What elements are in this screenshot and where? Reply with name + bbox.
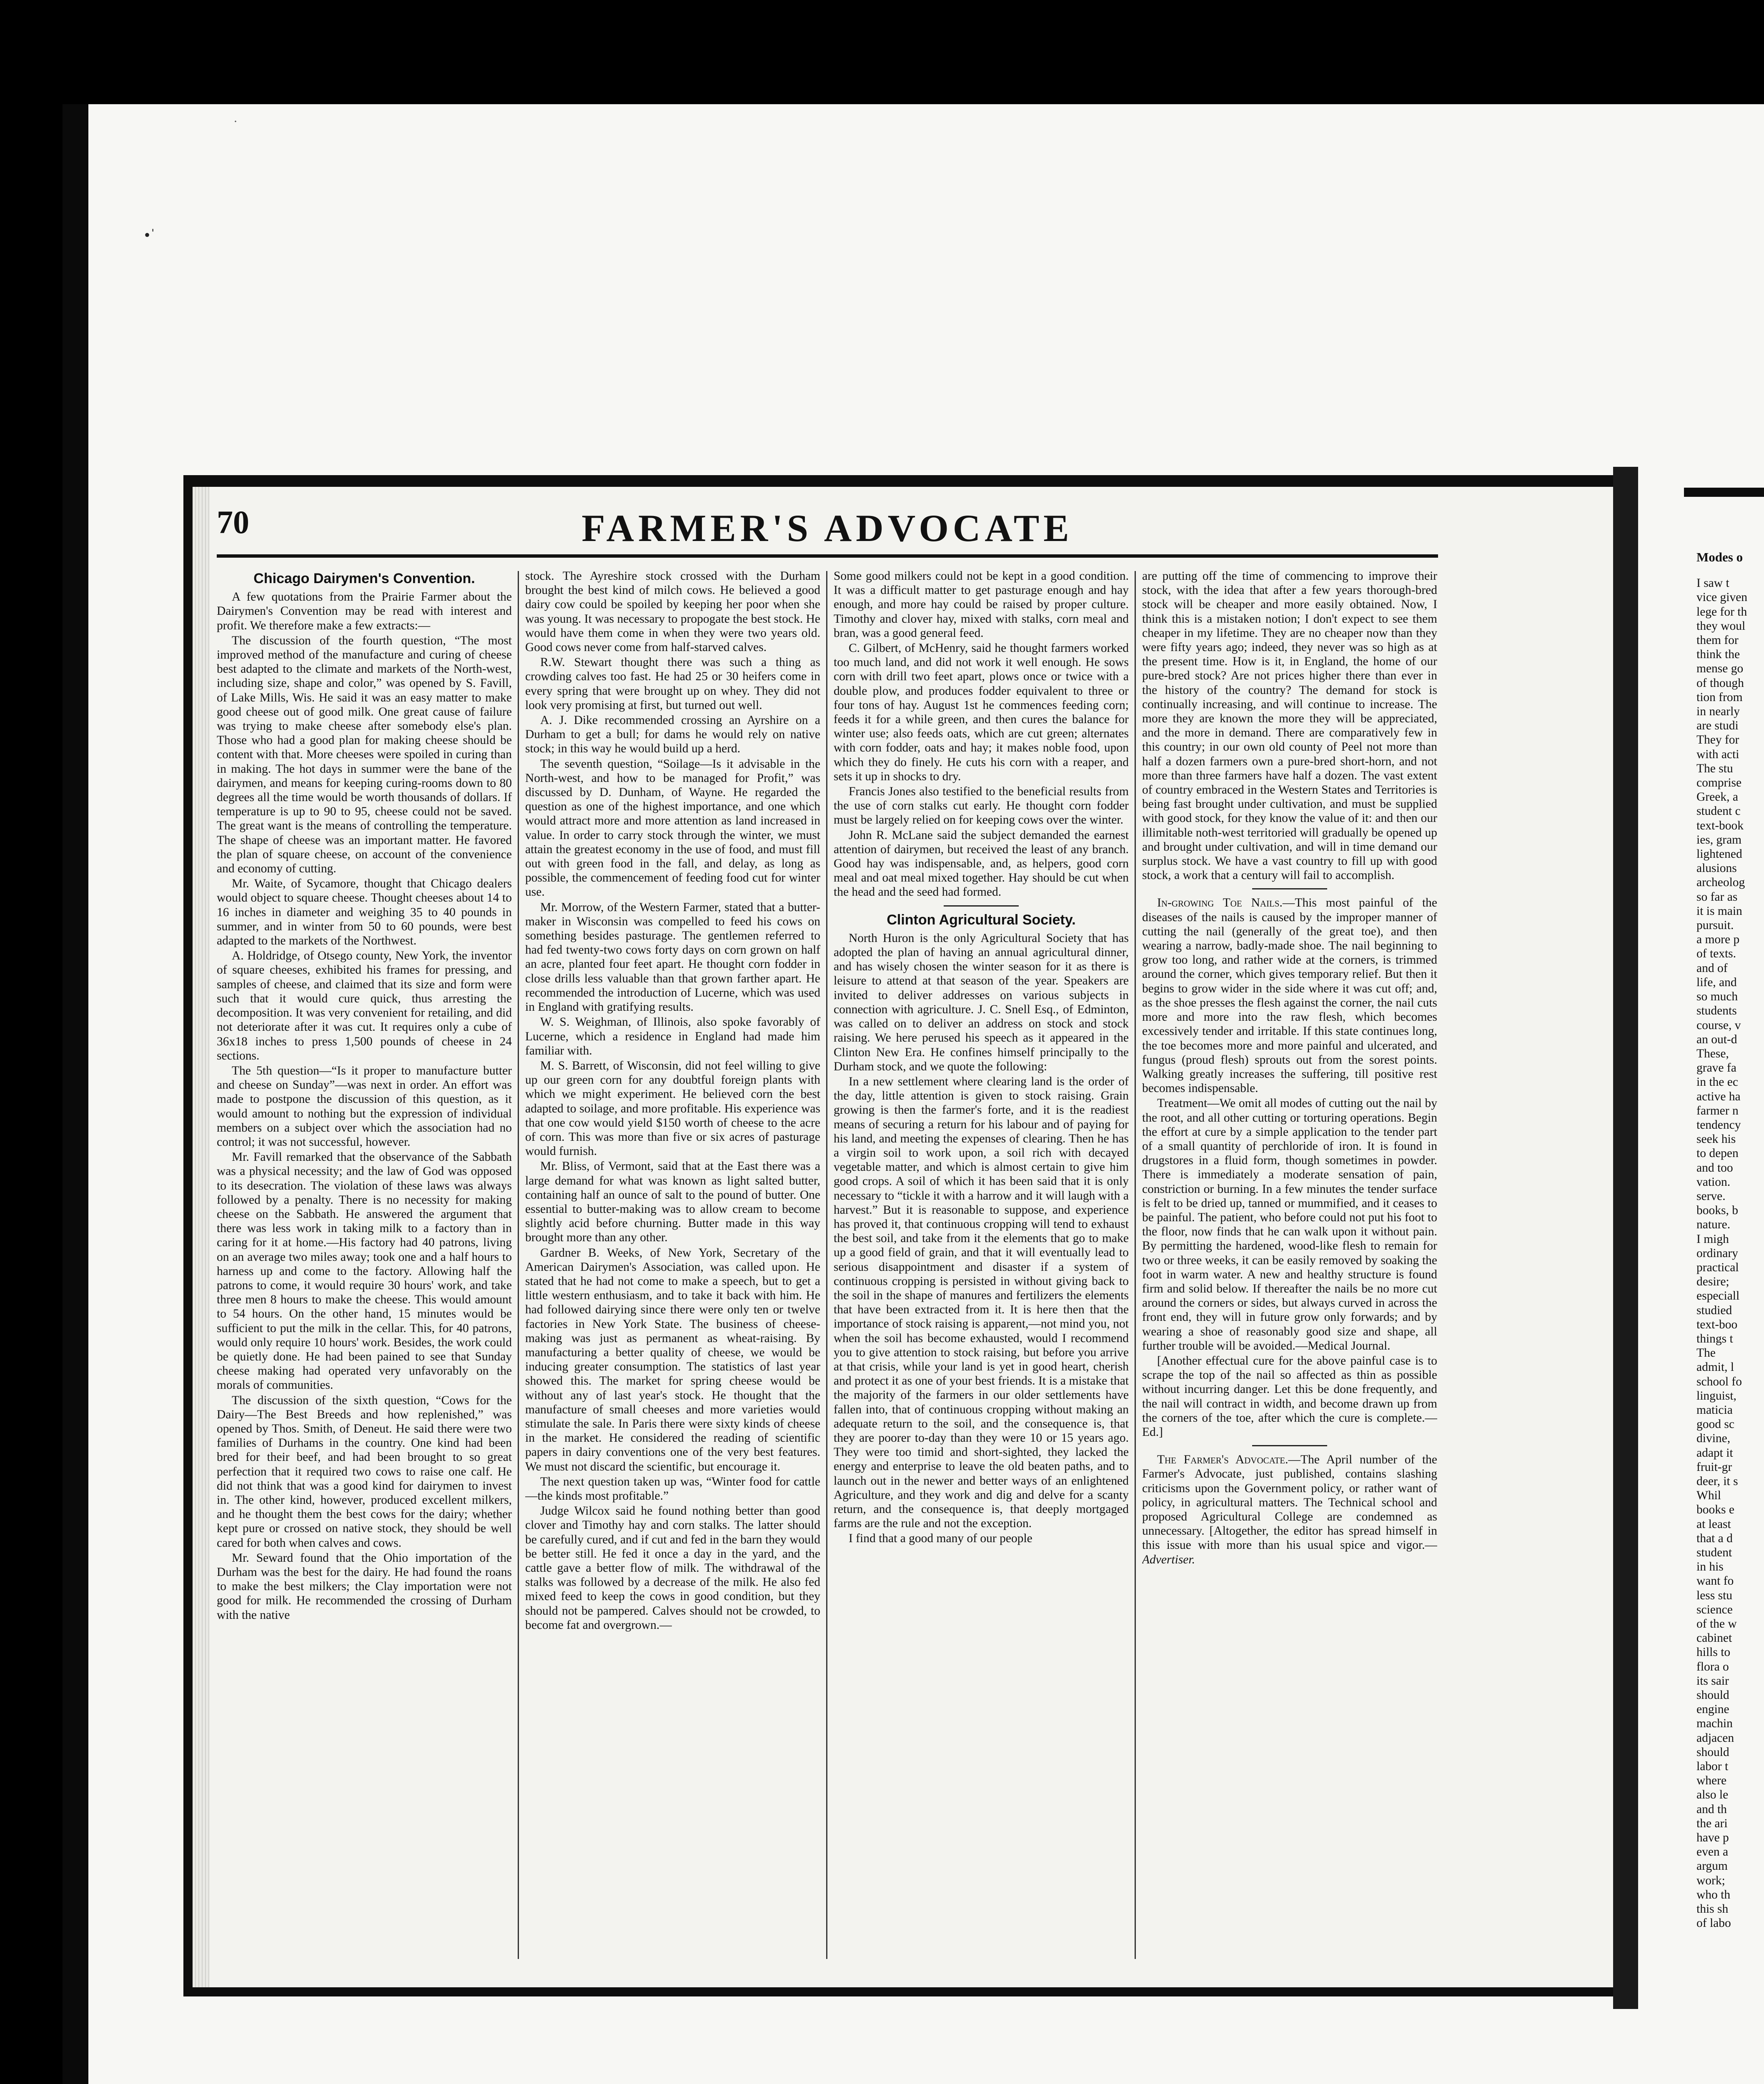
section-divider xyxy=(1252,1445,1327,1447)
column-3 xyxy=(834,569,1129,1974)
adjoining-page-line: that a d xyxy=(1696,1531,1733,1545)
adjoining-page-line: vation. xyxy=(1696,1175,1731,1189)
item-text: —The April number of the Farmer's Advocate, just published, contains slashing criticisms upon the Government policy, or rather want of policy, in agricultural matters. The Technical school and proposed Agricultural College are condemned as unnecessary. [Altogether, the editor has spread himself in this issue with more than his usual spice and vigor.— xyxy=(1142,1453,1437,1552)
paragraph: Mr. Favill remarked that the observance of the Sabbath was a physical necessity; and the law of God was opposed to its desecration. The violation of these laws was always followed by a penalty. There is no necessity for making cheese on the Sabbath. He answered the argument that there was less work in taking milk to a factory than in caring for it at home.—His factory had 40 patrons, living on an average two miles away; took one and a half hours to harness up and come to the factory. Allowing half the patrons to come, it would require 30 hours' work, and take three men 8 hours to make the cheese. This would amount to 54 hours. On the other hand, 15 minutes would be sufficient to put the milk in the cellar. This, for 40 patrons, would only require 10 hours' work. Besides, the work could be quietly done. He had been pained to see that Sunday cheese making had operated very unfavorably on the morals of communities. xyxy=(217,1150,512,1392)
adjoining-page-line: These, xyxy=(1696,1047,1729,1060)
paragraph: A few quotations from the Prairie Farmer about the Dairymen's Convention may be read with interest and profit. We therefore make a few extracts:— xyxy=(217,590,512,632)
adjoining-page-line: Whil xyxy=(1696,1489,1721,1503)
adjoining-page-line: cabinet xyxy=(1696,1631,1732,1645)
film-speck: · xyxy=(233,115,238,128)
adjoining-page-line: even a xyxy=(1696,1845,1729,1859)
adjoining-page-line: an out-d xyxy=(1696,1032,1737,1046)
adjoining-page-line: ies, gram xyxy=(1696,833,1742,847)
adjoining-page-line: and th xyxy=(1696,1802,1727,1816)
paragraph: The next question taken up was, “Winter food for cattle—the kinds most profitable.” xyxy=(525,1475,820,1503)
adjoining-page-line: are studi xyxy=(1696,719,1739,733)
adjoining-page-line: of the w xyxy=(1696,1617,1737,1631)
adjoining-page-line: They for xyxy=(1696,733,1739,747)
adjoining-page-line: this sh xyxy=(1696,1902,1729,1916)
adjoining-page-line: should xyxy=(1696,1745,1729,1759)
adjoining-page-line: mense go xyxy=(1696,662,1744,676)
paragraph: I find that a good many of our people xyxy=(849,1532,1032,1545)
adjoining-page-line: things t xyxy=(1696,1332,1733,1345)
adjoining-page-line: and of xyxy=(1696,961,1728,975)
paragraph: The discussion of the sixth question, “Cows for the Dairy—The Best Breeds and how replenished,” was opened by Thos. Smith, of Deneut. He said there were two families of Durhams in the country. One kind had been bred for their beef, and had been brought to so great perfection that it required two cows to raise one calf. He did not think that was a good kind for dairymen to invest in. The other kind, however, produced excellent milkers, and he thought them the best cows for the dairy; whether kept pure or crossed on native stock, they should be well cared for both when calves and cows. xyxy=(217,1393,512,1550)
column-rule xyxy=(518,571,519,1959)
adjoining-page-line: ordinary xyxy=(1696,1246,1738,1260)
adjoining-page-fragment xyxy=(1696,550,1764,2009)
adjoining-page-line: deer, it s xyxy=(1696,1475,1738,1488)
film-speck: •ˈ xyxy=(144,225,156,244)
adjoining-page-line: think the xyxy=(1696,648,1740,661)
paragraph: Mr. Morrow, of the Western Farmer, stated that a butter-maker in Wisconsin was compelled to feed his cows on something besides pasturage. The gentlemen referred to had fed twenty-two cows forty days on corn grown on half an acre, planted four feet apart. He thought corn fodder in close drills less valuable than that grown farther apart. He recommended the introduction of Lucerne, which was used in England with gratifying results. xyxy=(525,900,820,1014)
masthead-rule xyxy=(217,554,1438,558)
paragraph: Mr. Bliss, of Vermont, said that at the East there was a large demand for what was known as light salted butter, containing half an ounce of salt to the pound of butter. One essential to butter-making was to allow cream to become slightly acid before churning. Butter made in this way brought more than any other. xyxy=(525,1160,820,1245)
adjoining-page-line: lege for th xyxy=(1696,605,1747,619)
adjoining-page-heading: Modes o xyxy=(1696,550,1743,564)
adjoining-page-line: school fo xyxy=(1696,1375,1742,1388)
paragraph: M. S. Barrett, of Wisconsin, did not feel willing to give up our green corn for any doubtful foreign plants with which we might experiment. He believed corn the best adapted to soilage, and more profitable. His experience was that one cow would yield $150 worth of cheese to the acre of corn. This was more than five or six acres of pasturage would furnish. xyxy=(525,1059,820,1158)
paragraph: Mr. Waite, of Sycamore, thought that Chicago dealers would object to square cheese. Thought cheeses about 14 to 16 inches in diameter and weighing 35 to 40 pounds in summer, and in winter from 50 to 60 pounds, were best adapted to the markets of the Northwest. xyxy=(217,877,512,948)
adjoining-page-line: the ari xyxy=(1696,1816,1728,1830)
newspaper-page xyxy=(217,492,1438,1976)
adjoining-page-line: linguist, xyxy=(1696,1389,1736,1403)
adjoining-page-line: admit, l xyxy=(1696,1360,1734,1374)
item-lead: The Farmer's Advocate. xyxy=(1157,1453,1288,1467)
adjoining-page-line: labor t xyxy=(1696,1760,1729,1773)
adjoining-page-line: The stu xyxy=(1696,761,1733,775)
adjoining-page-line: to depen xyxy=(1696,1147,1739,1160)
adjoining-page-line: archeolog xyxy=(1696,876,1745,889)
adjoining-page-line: vice given xyxy=(1696,591,1748,604)
adjoining-page-line: hills to xyxy=(1696,1646,1731,1659)
paragraph: W. S. Weighman, of Illinois, also spoke favorably of Lucerne, which a residence in England had made him familiar with. xyxy=(525,1015,820,1057)
item-lead: In-growing Toe Nails. xyxy=(1157,896,1283,910)
film-edge xyxy=(63,104,88,2084)
masthead xyxy=(217,492,1438,567)
adjoining-page-line: course, v xyxy=(1696,1018,1741,1032)
adjoining-page-line: with acti xyxy=(1696,747,1739,761)
paragraph: [Another effectual cure for the above painful case is to scrape the top of the nail so affected as thin as possible without incurring danger. Let this be done frequently, and the nail will contract in width, and become drawn up from the corners of the toe, after which the cure is complete.—Ed.] xyxy=(1142,1354,1437,1439)
adjoining-page-line: argum xyxy=(1696,1859,1728,1873)
adjoining-page-text xyxy=(1696,576,1764,1930)
paragraph: stock. The Ayreshire stock crossed with the Durham brought the best kind of milch cows. He believed a good dairy cow could be spoiled by keeping her poor when she was young. It was necessary to propogate the best stock. He would have them come in when they were two years old. Good cows never come from half-starved calves. xyxy=(525,569,820,654)
adjoining-page-line: who th xyxy=(1696,1888,1731,1901)
film-border-top xyxy=(0,0,1764,104)
adjoining-page-line: farmer n xyxy=(1696,1104,1739,1117)
adjoining-page-line: nature. xyxy=(1696,1218,1731,1232)
adjoining-page-line: tendency xyxy=(1696,1118,1741,1132)
adjoining-page-line: engine xyxy=(1696,1703,1729,1716)
adjoining-page-line: adjacen xyxy=(1696,1731,1734,1745)
paragraph: Some good milkers could not be kept in a good condition. It was a difficult matter to get pasturage enough and hay enough, and more hay could be raised by proper culture. Timothy and clover hay, mixed with stalks, corn meal and bran, was a good general feed. xyxy=(834,569,1129,640)
adjoining-page-line: a more p xyxy=(1696,933,1740,947)
adjoining-page-line: divine, xyxy=(1696,1432,1731,1445)
adjoining-page-line: less stu xyxy=(1696,1588,1733,1602)
paragraph: C. Gilbert, of McHenry, said he thought farmers worked too much land, and did not work it well enough. He sows corn with drill two feet apart, plows once or twice with a double plow, and produces fodder equivalent to three or four tons of hay. August 1st he commences feeding corn; feeds it for a while green, and then cures the balance for winter use; also feeds oats, which are cut green; alternates with corn fodder, oats and hay; it makes noble food, upon which they do finely. He cuts his corn with a reaper, and sets it up in shocks to dry. xyxy=(834,641,1129,783)
adjoining-page-line: Greek, a xyxy=(1696,790,1738,804)
adjoining-page-line: in his xyxy=(1696,1560,1724,1574)
column-rule xyxy=(1135,571,1136,1959)
adjoining-page-line: pursuit. xyxy=(1696,919,1734,932)
column-4 xyxy=(1142,569,1437,1974)
adjoining-page-line: also le xyxy=(1696,1788,1729,1802)
item-text: —This most painful of the diseases of the nails is caused by the improper manner of cutting the nail (generally of the great toe), and then wearing a narrow, badly-made shoe. The nail beginning to grow too long, and rather wide at the corners, is trimmed around the corner, which gives temporary relief. But then it begins to grow wider in the side where it was cut off; and, as the shoe presses the flesh against the corner, the nail cuts more and more into the raw flesh, which becomes excessively tender and irritable. If this state continues long, the toe becomes more and more painful and ulcerated, and fungus (proud flesh) sprouts out from the sorest points. Walking greatly increases the suffering, till positive rest becomes indispensable. xyxy=(1142,896,1437,1095)
column-rule xyxy=(826,571,827,1959)
paragraph: Judge Wilcox said he found nothing better than good clover and Timothy hay and corn stalks. The latter should be carefully cured, and if cut and fed in the barn they would be better still. He fed it once a day in the yard, and the cattle gave a better flow of milk. The withdrawal of the stalks was followed by a decrease of the milk. He also fed mixed feed to keep the cows in good condition, but they should not be pampered. Calves should not be crowded, to become fat and overgrown.— xyxy=(525,1504,820,1632)
adjoining-page-line: books e xyxy=(1696,1503,1734,1517)
adjoining-page-line: its sair xyxy=(1696,1674,1729,1688)
adjoining-page-line: studied xyxy=(1696,1303,1732,1317)
adjoining-page-line: so far as xyxy=(1696,890,1738,904)
adjoining-page-line: it is main xyxy=(1696,904,1742,918)
adjoining-page-line: good sc xyxy=(1696,1418,1734,1431)
adjoining-page-line: especiall xyxy=(1696,1289,1740,1303)
page-stack-edge xyxy=(193,487,209,1987)
article-headline: Chicago Dairymen's Convention. xyxy=(253,571,475,586)
adjoining-page-line: flora o xyxy=(1696,1660,1729,1673)
adjoining-page-line: grave fa xyxy=(1696,1061,1736,1075)
adjoining-page-line: adapt it xyxy=(1696,1446,1733,1460)
adjoining-page-line: lightened xyxy=(1696,847,1742,861)
paragraph: In a new settlement where clearing land is the order of the day, little attention is given to stock raising. Grain growing is then the farmer's forte, and it is the readiest means of securing a return for his labour and of paying for his land, and meeting the expenses of clearing. Then he has a virgin soil to work upon, a soil rich with decayed vegetable matter, and which is almost certain to give him good crops. A soil of which it has been said that it is only necessary to “tickle it with a harrow and it will laugh with a harvest.” But it is reasonable to suppose, and experience has proved it, that continuous cropping will tend to exhaust the best soil, and take from it the elements that go to make up a good field of grain, and that it will eventually lead to serious disappointment and disaster if a system of continuous cropping is persisted in without giving back to the soil in the shape of manures and fertilizers the elements that have been extracted from it. It is here then that the importance of stock raising is apparent,—not mind you, not when the soil has become exhausted, would I recommend you to give attention to stock raising, but before you arrive at that crisis, while your land is yet in good heart, cherish and protect it as one of your best friends. It is a mistake that the majority of the farmers in our older settlements have fallen into, that of continuous cropping without making an adequate return to the soil, and the consequence is, that they are poorer to-day than they were 10 or 15 years ago. They were too timid and short-sighted, they lacked the energy and enterprise to leave the old beaten paths, and to launch out in the newer and better ways of an enlightened Agriculture, and they work and dig and delve for a scanty return, and the consequence is, that deeply mortgaged farms are the rule and not the exception. xyxy=(834,1075,1129,1530)
paragraph: Francis Jones also testified to the beneficial results from the use of corn stalks cut early. He thought corn fodder must be largely relied on for keeping cows over the winter. xyxy=(834,785,1129,827)
adjoining-page-line: seek his xyxy=(1696,1132,1736,1146)
adjoining-page-line: of though xyxy=(1696,676,1744,690)
paragraph: A. Holdridge, of Otsego county, New York, the inventor of square cheeses, exhibited his frames for pressing, and samples of cheese, and claimed that its size and form were such that it would cure quick, thus arresting the decomposition. It was very convenient for retailing, and did not deteriorate after it was cut. It requires only a cube of 36x18 inches to press 1,500 pounds of cheese in 24 sections. xyxy=(217,949,512,1062)
paragraph: John R. McLane said the subject demanded the earnest attention of dairymen, but received the least of any branch. Good hay was indispensable, and, as helpers, good corn meal and oat meal mixed together. Hay should be cut when the head and the seed had formed. xyxy=(834,828,1129,899)
adjoining-page-line: machin xyxy=(1696,1717,1733,1731)
adjoining-page-line: The xyxy=(1696,1346,1716,1360)
next-page-border xyxy=(1684,488,1764,497)
page-number: 70 xyxy=(217,504,249,540)
adjoining-page-line: student xyxy=(1696,1546,1732,1560)
adjoining-page-line: should xyxy=(1696,1688,1729,1702)
adjoining-page-line: serve. xyxy=(1696,1189,1726,1203)
adjoining-page-line: work; xyxy=(1696,1874,1725,1887)
adjoining-page-line: life, and xyxy=(1696,975,1737,989)
adjoining-page-line: fruit-gr xyxy=(1696,1460,1732,1474)
paper-title: FARMER'S ADVOCATE xyxy=(581,507,1073,549)
column-1 xyxy=(217,569,512,1974)
paragraph xyxy=(1142,896,1437,1095)
article-headline: Clinton Agricultural Society. xyxy=(887,912,1076,928)
paragraph: The seventh question, “Soilage—Is it advisable in the North-west, and how to be managed for Profit,” was discussed by D. Dunham, of Wayne. He regarded the question as one of the highest importance, and one which would attract more and more attention as land increased in value. In order to carry stock through the winter, we must attain the greatest economy in the use of food, and must fill out with green food in the fall, and delay, as long as possible, the commencement of feeding food cut for winter use. xyxy=(525,757,820,899)
paragraph: Treatment—We omit all modes of cutting out the nail by the root, and all other cutting or torturing operations. Begin the effort at cure by a simple application to the tender part of a small quantity of perchloride of iron. It is found in drugstores in a fluid form, though sometimes in powder. There is immediately a moderate sensation of pain, constriction or burning. In a few minutes the tender surface is felt to be dried up, tanned or mummified, and it ceases to be painful. The patient, who before could not put his foot to the floor, now finds that he can walk upon it without pain. By permitting the hardened, wood-like flesh to remain for two or three weeks, it can be easily removed by soaking the foot in warm water. A new and healthy structure is found firm and solid below. If thereafter the nails be no more cut around the corners or sides, but always curved in across the front end, they will in future grow only forwards; and by wearing a shoe of reasonably good size and shape, all further trouble will be avoided.—Medical Journal. xyxy=(1142,1097,1437,1353)
adjoining-page-line: of texts. xyxy=(1696,947,1736,961)
adjoining-page-line: in the ec xyxy=(1696,1075,1738,1089)
adjoining-page-line: I saw t xyxy=(1696,576,1729,590)
adjoining-page-line: in nearly xyxy=(1696,705,1740,719)
adjoining-page-line: maticia xyxy=(1696,1403,1733,1417)
adjoining-page-line: them for xyxy=(1696,634,1739,647)
paragraph: are putting off the time of commencing to improve their stock, with the idea that after a few years thorough-bred stock will be cheaper and more easily obtained. Now, I think this is a mistaken notion; I don't expect to see them cheaper in my lifetime. They are no cheaper now than they were fifty years ago; indeed, they never was so high as at the present time. How is it, in England, the home of our pure-bred stock? Are not prices higher there than ever in the history of the country? The demand for stock is continually increasing, and will continue to increase. The more they are known the more they will be appreciated, and the more in demand. There are comparatively few in this country; in our own old county of Peel not more than half a dozen farmers own a pure-bred short-horn, and not more than three farmers have half a dozen. The vast extent of country embraced in the Western States and Territories is being fast brought under cultivation, and must be supplied with good stock, for they know the value of it: and then our illimitable noth-west territoried will gradually be opened up and brought under cultivation, and will in time demand our surplus stock. We have a vast country to fill up with good stock, a work that a century will fail to accomplish. xyxy=(1142,569,1437,882)
adjoining-page-line: science xyxy=(1696,1603,1733,1616)
adjoining-page-line: desire; xyxy=(1696,1275,1729,1289)
adjoining-page-line: alusions xyxy=(1696,862,1737,875)
adjoining-page-line: practical xyxy=(1696,1260,1739,1274)
section-divider xyxy=(944,905,1019,907)
paragraph xyxy=(1142,1453,1437,1567)
adjoining-page-line: have p xyxy=(1696,1831,1729,1845)
adjoining-page-line: student c xyxy=(1696,804,1741,818)
adjoining-page-line: text-boo xyxy=(1696,1318,1738,1331)
adjoining-page-line: text-book xyxy=(1696,819,1744,832)
section-divider xyxy=(1252,888,1327,890)
paragraph: Mr. Seward found that the Ohio importation of the Durham was the best for the dairy. He had found the roans to make the best milkers; the Clay importation were not good for milk. He recommended the crossing of Durham with the native xyxy=(217,1551,512,1622)
paragraph: North Huron is the only Agricultural Society that has adopted the plan of having an annual agricultural dinner, and has wisely chosen the winter season for it as there is leisure to attend at that season of the year. Speakers are invited to deliver addresses on various subjects in connection with agriculture. J. C. Snell Esq., of Edminton, was called on to deliver an address on stock and stock raising. We here perused his speech as it appeared in the Clinton New Era. He confines himself principally to the Durham stock, and we quote the following: xyxy=(834,931,1129,1073)
adjoining-page-line: so much xyxy=(1696,990,1738,1004)
adjoining-page-line: where xyxy=(1696,1774,1727,1788)
adjoining-page-line: comprise xyxy=(1696,776,1742,790)
book-gutter-shadow xyxy=(1613,467,1638,2009)
paragraph: A. J. Dike recommended crossing an Ayrshire on a Durham to get a bull; for dams he would rely on native stock; in this way he would build up a herd. xyxy=(525,714,820,756)
item-source: Advertiser. xyxy=(1142,1553,1195,1566)
adjoining-page-line: they woul xyxy=(1696,619,1746,633)
paragraph: The discussion of the fourth question, “The most improved method of the manufacture and curing of cheese best adapted to the climate and markets of the North-west, including size, shape and color,” was opened by S. Favill, of Lake Mills, Wis. He said it was an easy matter to make good cheese out of good milk. One great cause of failure was trying to make cheese after somebody else's plan. Those who had a good plan for making cheese should be content with that. More cheeses were spoiled in curing than in making. The hot days in summer were the bane of the dairymen, and means for keeping curing-rooms down to 80 degrees all the time would be worth thousands of dollars. If temperature is up to 90 to 95, cheese could not be saved. The great want is the means of controlling the temperature. The shape of cheese was an important matter. He favored the plan of square cheese, on account of the convenience and economy of cutting. xyxy=(217,634,512,876)
adjoining-page-line: want fo xyxy=(1696,1574,1734,1588)
adjoining-page-line: active ha xyxy=(1696,1090,1741,1103)
column-2 xyxy=(525,569,820,1974)
paragraph: The 5th question—“Is it proper to manufacture butter and cheese on Sunday”—was next in order. An effort was made to postpone the discussion of this question, as it would amount to nothing but the expression of individual members on a subject over which the association had no control; it was not successful, however. xyxy=(217,1064,512,1149)
paragraph: R.W. Stewart thought there was such a thing as crowding calves too fast. He had 25 or 30 heifers come in every spring that were brought up on whey. They did not look very promising at first, but turned out well. xyxy=(525,656,820,712)
adjoining-page-line: tion from xyxy=(1696,690,1743,704)
adjoining-page-line: and too xyxy=(1696,1161,1733,1175)
adjoining-page-line: students xyxy=(1696,1004,1737,1018)
paragraph: Gardner B. Weeks, of New York, Secretary of the American Dairymen's Association, was called upon. He stated that he had not come to make a speech, but to get a little western enthusiasm, and to take it back with him. He had followed dairying since there were only ten or twelve factories in New York State. The business of cheese-making was just as permanent as wheat-raising. By manufacturing a better quality of cheese, we would be inducing greater consumption. The statistics of last year showed this. The market for spring cheese would be without any of last year's stock. He thought that the manufacture of small cheeses and more varieties would stimulate the sale. In Paris there were sixty kinds of cheese in the market. He considered the reading of scientific papers in dairy conventions one of the very best features. We must not discard the scientific, but encourage it. xyxy=(525,1246,820,1473)
adjoining-page-line: of labo xyxy=(1696,1916,1731,1930)
adjoining-page-line: at least xyxy=(1696,1517,1731,1531)
adjoining-page-line: I migh xyxy=(1696,1232,1729,1246)
adjoining-page-line: books, b xyxy=(1696,1204,1738,1217)
